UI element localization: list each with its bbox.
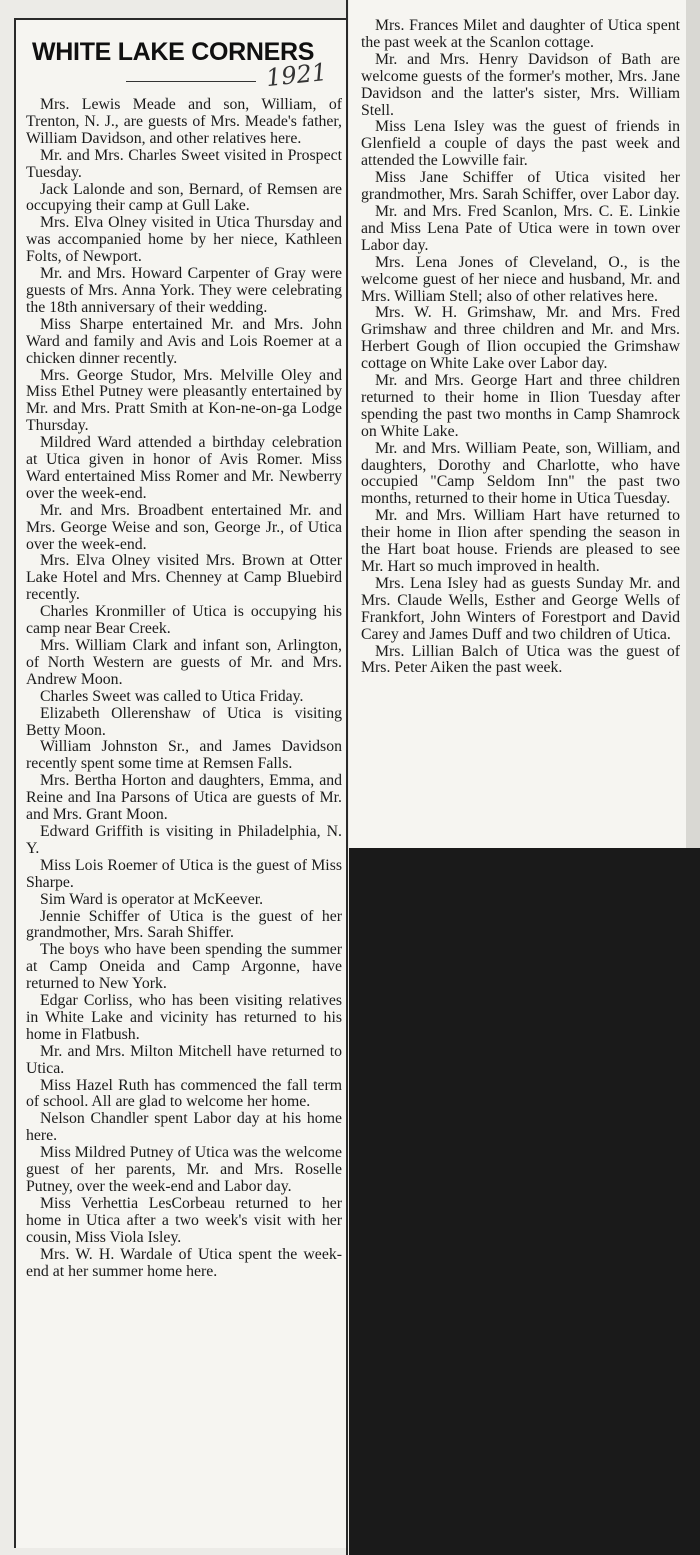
news-item: Mrs. Elva Olney visited Mrs. Brown at Otter Lake Hotel and Mrs. Chenney at Camp Bluebird recently. (26, 552, 342, 604)
news-item: William Johnston Sr., and James Davidson recently spent some time at Remsen Falls. (26, 738, 342, 773)
news-item: Jennie Schiffer of Utica is the guest of her grandmother, Mrs. Sarah Shiffer. (26, 907, 342, 942)
right-column (349, 0, 686, 848)
divider-line (126, 81, 256, 82)
news-item: Mrs. Lena Jones of Cleveland, O., is the welcome guest of her niece and husband, Mr. and Mrs. William Stell; also of other relatives here. (361, 253, 680, 305)
news-item: Miss Lena Isley was the guest of friends in Glenfield a couple of days the past week and attended the Lowville fair. (361, 118, 680, 170)
news-item: Miss Sharpe entertained Mr. and Mrs. John Ward and family and Avis and Lois Roemer at a chicken dinner recently. (26, 315, 342, 367)
news-item: Mrs. Lewis Meade and son, William, of Trenton, N. J., are guests of Mrs. Meade's father, William Davidson, and other relatives here. (26, 96, 342, 147)
news-item: The boys who have been spending the summer at Camp Oneida and Camp Argonne, have returned to New York. (26, 941, 342, 993)
news-item: Elizabeth Ollerenshaw of Utica is visiting Betty Moon. (26, 704, 342, 739)
news-item: Miss Hazel Ruth has commenced the fall term of school. All are glad to welcome her home. (26, 1076, 342, 1111)
news-item: Mrs. Lillian Balch of Utica was the guest of Mrs. Peter Aiken the past week. (361, 642, 680, 677)
news-item: Sim Ward is operator at McKeever. (40, 890, 264, 908)
news-item: Mr. and Mrs. William Hart have returned to their home in Ilion after spending the season in the Hart boat house. Friends are pleased to see Mr. Hart so much improved in health. (361, 507, 680, 575)
news-item: Mr. and Mrs. Howard Carpenter of Gray were guests of Mrs. Anna York. They were celebrating the 18th anniversary of their wedding. (26, 265, 342, 316)
news-item: Miss Verhettia LesCorbeau returned to her home in Utica after a two week's visit with her cousin, Miss Viola Isley. (26, 1194, 342, 1246)
news-item: Mildred Ward attended a birthday celebration at Utica given in honor of Avis Romer. Miss Ward entertained Miss Romer and Mr. Newberry over the week-end. (26, 434, 342, 502)
news-item: Mrs. W. H. Wardale of Utica spent the week-end at her summer home here. (26, 1245, 342, 1280)
left-items (26, 97, 342, 1280)
news-item: Mr. and Mrs. William Peate, son, William, and daughters, Dorothy and Charlotte, who have occupied "Camp Seldom Inn" the past two months, returned to their home in Utica Tuesday. (361, 439, 680, 508)
news-item: Nelson Chandler spent Labor day at his home here. (26, 1110, 342, 1145)
news-item: Mr. and Mrs. Charles Sweet visited in Prospect Tuesday. (26, 146, 342, 181)
news-item: Edward Griffith is visiting in Philadelphia, N. Y. (26, 822, 342, 857)
news-item: Edgar Corliss, who has been visiting relatives in White Lake and vicinity has returned to his home in Flatbush. (26, 992, 342, 1043)
column-rule-top (14, 18, 346, 20)
left-column (14, 18, 346, 1548)
news-item: Mrs. Lena Isley had as guests Sunday Mr. and Mrs. Claude Wells, Esther and George Wells of Frankfort, John Winters of Forestport and David Carey and James Duff and two children of Utica. (361, 574, 680, 643)
news-item: Miss Jane Schiffer of Utica visited her grandmother, Mrs. Sarah Schiffer, over Labor day. (361, 169, 680, 204)
news-item: Mr. and Mrs. Henry Davidson of Bath are welcome guests of the former's mother, Mrs. Jane Davidson and the latter's sister, Mrs. William Stell. (361, 50, 680, 119)
column-rule-middle (346, 0, 348, 1555)
news-item: Mr. and Mrs. Broadbent entertained Mr. and Mrs. George Weise and son, George Jr., of Utica over the week-end. (26, 501, 342, 553)
column-rule-left (14, 18, 16, 1548)
news-item: Mrs. Bertha Horton and daughters, Emma, and Reine and Ina Parsons of Utica are guests of Mr. and Mrs. Grant Moon. (26, 772, 342, 824)
news-item: Mrs. Elva Olney visited in Utica Thursday and was accompanied home by her niece, Kathleen Folts, of Newport. (26, 214, 342, 266)
news-item: Mrs. William Clark and infant son, Arlington, of North Western are guests of Mr. and Mrs. Andrew Moon. (26, 637, 342, 688)
news-item: Miss Mildred Putney of Utica was the welcome guest of her parents, Mr. and Mrs. Roselle Putney, over the week-end and Labor day. (26, 1144, 342, 1195)
news-item: Jack Lalonde and son, Bernard, of Remsen are occupying their camp at Gull Lake. (26, 180, 342, 215)
dark-background-area (349, 848, 700, 1555)
headline: WHITE LAKE CORNERS (32, 38, 315, 66)
news-item: Mr. and Mrs. Fred Scanlon, Mrs. C. E. Linkie and Miss Lena Pate of Utica were in town over Labor day. (361, 202, 680, 254)
news-item: Charles Kronmiller of Utica is occupying his camp near Bear Creek. (26, 603, 342, 638)
handwritten-year: 1921 (264, 57, 329, 93)
news-item: Charles Sweet was called to Utica Friday. (40, 687, 304, 705)
news-item: Mr. and Mrs. Milton Mitchell have returned to Utica. (26, 1042, 342, 1077)
page-edge (686, 0, 700, 848)
right-items (361, 18, 680, 677)
news-item: Miss Lois Roemer of Utica is the guest of Miss Sharpe. (26, 856, 342, 891)
news-item: Mrs. George Studor, Mrs. Melville Oley and Miss Ethel Putney were pleasantly entertained by Mr. and Mrs. Pratt Smith at Kon-ne-on-ga Lodge Thursday. (26, 366, 342, 435)
news-item: Mrs. W. H. Grimshaw, Mr. and Mrs. Fred Grimshaw and three children and Mr. and Mrs. Herbert Gough of Ilion occupied the Grimshaw cottage on White Lake over Labor day. (361, 304, 680, 373)
news-item: Mrs. Frances Milet and daughter of Utica spent the past week at the Scanlon cottage. (361, 17, 680, 51)
dateline (26, 57, 342, 97)
news-item: Mr. and Mrs. George Hart and three children returned to their home in Ilion Tuesday after spending the past two months in Camp Shamrock on White Lake. (361, 372, 680, 440)
